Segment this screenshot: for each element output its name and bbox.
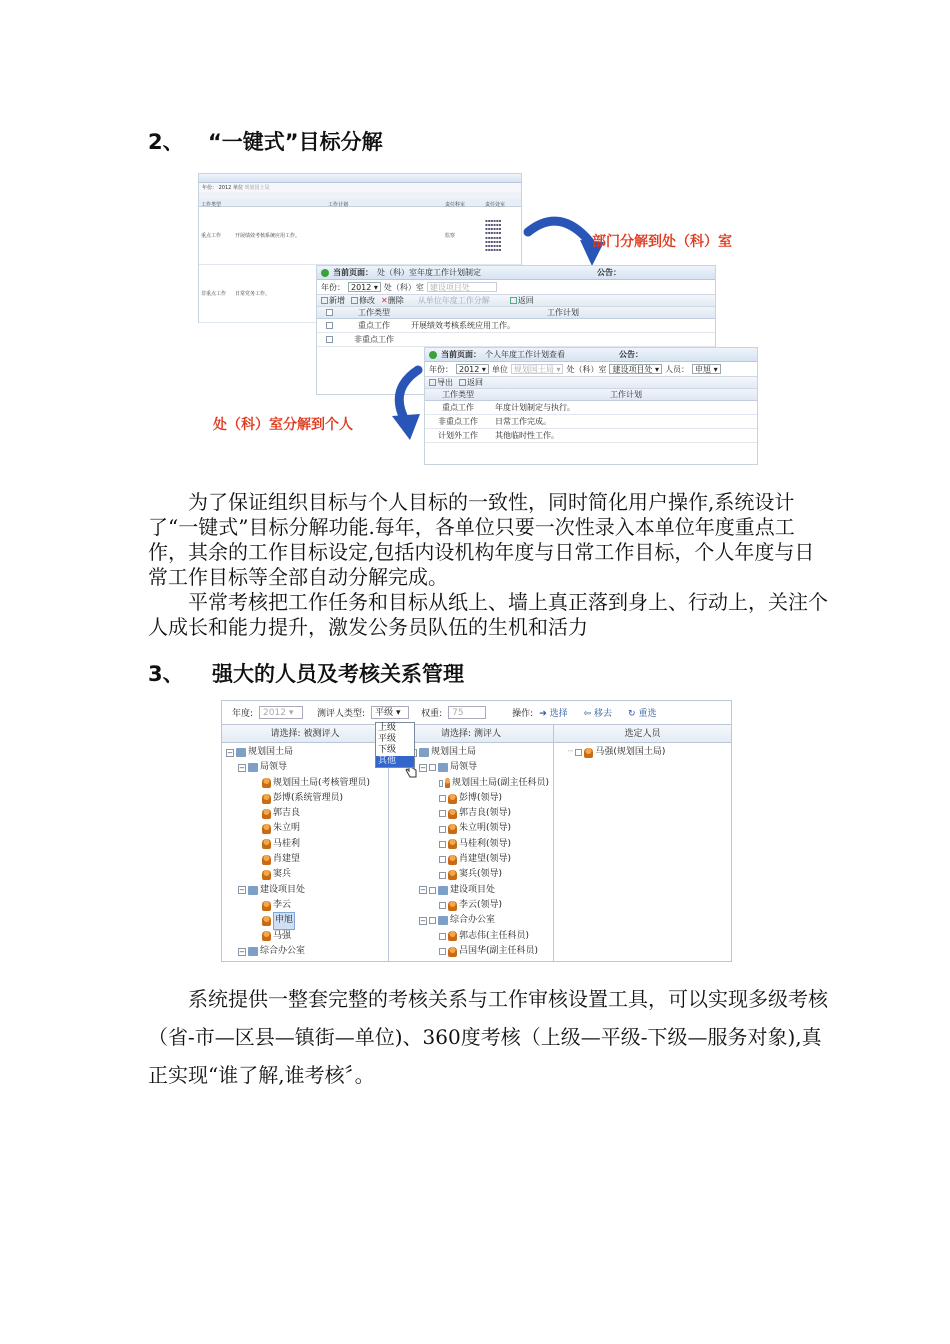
delete-label: 删除	[387, 296, 404, 305]
table-row	[317, 319, 715, 333]
node-label: 综合办公室	[450, 915, 496, 926]
year-label: 年度:	[232, 709, 254, 719]
year-select[interactable]: 2012 ▾	[348, 282, 381, 292]
filter-bar	[199, 183, 521, 192]
section-title: 强大的人员及考核关系管理	[212, 662, 464, 686]
cell-plan: 开展绩效考核系统应用工作。	[235, 233, 301, 239]
node-label: 朱立明	[273, 823, 301, 834]
tree-node-person[interactable]	[226, 837, 384, 852]
node-label: 彭博(领导)	[459, 792, 503, 803]
unit-label: 单位	[491, 364, 508, 374]
node-label: 马强	[273, 930, 292, 941]
unit-label: 单位	[232, 185, 243, 191]
person-checkbox[interactable]	[439, 902, 446, 909]
group-icon	[438, 916, 448, 925]
body-paragraph-1	[148, 490, 828, 640]
edit-label: 修改	[359, 296, 375, 305]
table-header	[199, 199, 521, 207]
tree-node-person[interactable]	[226, 929, 384, 944]
tree-node-root[interactable]	[226, 745, 384, 760]
cell-plan: 日常党务工作。	[235, 291, 271, 297]
tree-node-person[interactable]	[393, 837, 549, 852]
unit-value: 规划国土局	[513, 365, 554, 374]
tree-node-person[interactable]	[393, 821, 549, 836]
tree-node-root[interactable]	[393, 745, 549, 760]
tree-node-group[interactable]	[226, 944, 384, 959]
person-icon	[448, 824, 457, 834]
weight-input[interactable]	[448, 706, 486, 719]
current-page-title: 个人年度工作计划查看	[485, 350, 565, 359]
person-icon	[448, 931, 457, 941]
node-label: 窦兵(领导)	[459, 869, 503, 880]
tree-node-group[interactable]	[226, 760, 384, 775]
paragraph-text: 为了保证组织目标与个人目标的一致性，同时简化用户操作,系统设计了“一键式”目标分解功能.每年，各单位只要一次性录入本单位年度重点工作，其余的工作目标设定,包括内设机构年度与日常工作目标，个人年度与日常工作目标等全部自动分解完成。	[148, 490, 815, 589]
person-icon	[262, 778, 271, 788]
relation-toolbar	[222, 701, 731, 724]
cell-type: 计划外工作	[438, 431, 478, 440]
cell-type: 非重点工作	[438, 417, 478, 426]
year-value: 2012	[459, 365, 480, 374]
table-header	[425, 389, 757, 401]
node-label: 规划国土局(考核管理员)	[273, 777, 371, 788]
section-number: 3、	[148, 662, 184, 686]
node-label: 窦兵	[273, 869, 292, 880]
cell-dept: 监察	[445, 233, 456, 239]
person-icon	[262, 794, 271, 804]
section-number: 2、	[148, 130, 184, 154]
person-icon	[448, 809, 457, 819]
tree-node-person[interactable]	[393, 898, 549, 913]
tree-line-icon: ┈	[568, 747, 574, 757]
filter-bar	[425, 362, 757, 376]
group-checkbox[interactable]	[429, 764, 436, 771]
current-page-title: 处（科）室年度工作计划制定	[377, 268, 481, 277]
toolbar	[425, 376, 757, 389]
delete-icon: ✕	[381, 296, 388, 305]
node-label: 规划国土局(副主任科员)	[451, 777, 549, 788]
group-icon	[248, 763, 258, 772]
personal-plan-screenshot	[424, 347, 758, 465]
tree-node-person[interactable]	[393, 852, 549, 867]
collapse-icon[interactable]: −	[239, 947, 245, 956]
row-check-cell	[317, 319, 341, 332]
collapse-icon[interactable]: −	[420, 763, 426, 772]
toolbar	[199, 192, 521, 199]
decompose-button[interactable]: 从单位年度工作分解	[417, 296, 490, 305]
evaluator-type-select[interactable]: 平级 ▾	[371, 706, 409, 719]
back-button[interactable]	[459, 377, 483, 388]
tree-node-person[interactable]	[226, 806, 384, 821]
tree-node-person[interactable]	[393, 806, 549, 821]
delete-button[interactable]	[381, 295, 404, 306]
person-checkbox[interactable]	[439, 933, 446, 940]
remove-button[interactable]: ⇦ 移去	[583, 709, 613, 719]
node-label: 吕国华(副主任科员)	[459, 945, 539, 956]
node-label: 朱立明(领导)	[459, 823, 512, 834]
tree-node-person[interactable]	[226, 898, 384, 913]
node-label: 综合办公室	[260, 945, 306, 956]
table-row	[317, 333, 715, 347]
group-icon	[248, 886, 258, 895]
notice-label: 公告：	[619, 350, 643, 359]
group-icon	[438, 763, 448, 772]
export-label: 导出	[437, 378, 453, 387]
weight-label: 权重:	[421, 709, 443, 719]
column-header: 工作类型	[201, 202, 222, 208]
tree-node-person[interactable]	[226, 776, 384, 791]
person-checkbox[interactable]	[439, 810, 446, 817]
cell-plan	[407, 333, 715, 346]
tree-node-group[interactable]	[393, 913, 549, 928]
page-icon	[321, 269, 329, 277]
cell-type: 重点工作	[201, 233, 222, 239]
page-icon	[429, 351, 437, 359]
year-value: 2012	[351, 283, 372, 292]
column-header-type: 工作类型	[442, 390, 474, 399]
selected-list	[554, 743, 731, 762]
person-checkbox[interactable]	[439, 856, 446, 863]
tree-node-person-selected[interactable]	[226, 913, 384, 928]
callout-dept-to-section: 部门分解到处（科）室	[592, 234, 732, 250]
node-label: 规划国土局	[431, 747, 477, 757]
person-icon	[262, 809, 271, 819]
select-button[interactable]: ➔ 选择	[539, 709, 568, 719]
table-row	[425, 401, 757, 415]
selected-checkbox[interactable]	[575, 749, 582, 756]
column-header: 责任科室	[445, 202, 466, 208]
year-select[interactable]: 2012 ▾	[456, 364, 489, 374]
node-label: 马桂利(领导)	[459, 838, 512, 849]
person-icon	[448, 855, 457, 865]
reselect-label: 重选	[638, 709, 657, 719]
node-label: 李云	[273, 899, 292, 910]
person-icon	[448, 947, 457, 957]
person-icon	[448, 839, 457, 849]
cell-type: 重点工作	[358, 321, 390, 330]
person-icon	[262, 839, 271, 849]
current-page-label: 当前页面：	[441, 350, 481, 359]
edit-button[interactable]	[351, 295, 375, 306]
year-label: 年份：	[429, 364, 453, 374]
node-label: 规划国土局	[248, 747, 294, 757]
year-value: 2012	[263, 708, 286, 718]
back-icon	[459, 379, 466, 386]
unit-select[interactable]: 规划国土局 ▾	[511, 364, 564, 374]
section-title: “一键式”目标分解	[208, 130, 383, 154]
three-column-panel	[222, 724, 731, 961]
tree-node-person[interactable]	[393, 791, 549, 806]
row-checkbox[interactable]	[326, 322, 333, 329]
person-checkbox[interactable]	[439, 872, 446, 879]
edit-icon	[351, 297, 358, 304]
tree-node-person[interactable]	[393, 929, 549, 944]
person-label: 人员：	[665, 364, 690, 374]
select-all-cell	[317, 307, 341, 318]
evaluator-type-value: 平级	[375, 708, 394, 718]
node-label: 申旭	[273, 912, 295, 929]
column-header-plan: 工作计划	[610, 390, 642, 399]
dropdown-option-selected[interactable]: 其他	[376, 756, 414, 767]
toolbar	[317, 294, 715, 307]
node-label: 李云(领导)	[459, 899, 503, 910]
group-icon	[248, 947, 258, 956]
node-label: 建设项目处	[450, 884, 496, 895]
person-icon	[262, 855, 271, 865]
column-header-evaluatee: 请选择: 被测评人	[222, 724, 388, 743]
node-label: 建设项目处	[260, 884, 306, 895]
node-label: 马强(规划国土局)	[595, 747, 666, 757]
person-icon	[448, 870, 457, 880]
add-label: 新增	[329, 296, 345, 305]
callout-section-to-person: 处（科）室分解到个人	[213, 417, 353, 433]
dept-select[interactable]	[427, 282, 497, 292]
dept-list: ▪▪▪▪▪▪ ▪▪▪▪▪▪ ▪▪▪▪▪▪ ▪▪▪▪▪▪ ▪▪▪▪▪▪ ▪▪▪▪▪▪ ▪▪▪▪▪▪ ▪▪▪▪▪▪	[485, 217, 502, 253]
tree-node-group[interactable]	[393, 883, 549, 898]
tree-node-person[interactable]	[393, 867, 549, 882]
tree-node-group[interactable]	[226, 883, 384, 898]
cell-plan: 开展绩效考核系统应用工作。	[411, 321, 515, 330]
table-row	[425, 429, 757, 443]
dropdown-option[interactable]: 下级	[378, 745, 397, 755]
person-checkbox[interactable]	[439, 826, 446, 833]
evaluatee-tree	[222, 743, 388, 961]
tree-node-person[interactable]	[226, 852, 384, 867]
collapse-icon[interactable]: −	[420, 886, 426, 895]
collapse-icon[interactable]: −	[420, 916, 426, 925]
evaluator-type-label: 测评人类型:	[317, 709, 366, 719]
evaluator-type-dropdown[interactable]	[375, 722, 415, 768]
row-checkbox[interactable]	[326, 336, 333, 343]
reselect-button[interactable]: ↻ 重选	[628, 709, 657, 719]
year-label: 年份：	[202, 185, 218, 191]
column-header: 责任处室	[485, 202, 506, 208]
dropdown-option[interactable]: 上级	[378, 723, 397, 733]
add-icon	[321, 297, 328, 304]
back-label: 返回	[467, 378, 483, 387]
select-all-checkbox[interactable]	[326, 309, 333, 316]
table-header	[317, 307, 715, 319]
selected-column	[554, 724, 731, 961]
dept-label: 处（科）室	[566, 364, 607, 374]
year-value: 2012	[218, 185, 232, 191]
node-label: 肖建望	[273, 854, 301, 865]
tree-node-person[interactable]	[393, 944, 549, 959]
page-title-bar	[425, 348, 757, 362]
person-icon	[262, 931, 271, 941]
unit-value: 规划国土局	[244, 185, 270, 191]
person-checkbox[interactable]	[439, 948, 446, 955]
screenshot-titlebar	[199, 174, 521, 183]
select-label: 选择	[549, 709, 568, 719]
row-check-cell	[317, 333, 341, 346]
remove-label: 移去	[594, 709, 613, 719]
person-icon	[262, 824, 271, 834]
group-checkbox[interactable]	[429, 887, 436, 894]
node-label: 局领导	[260, 762, 288, 773]
person-checkbox[interactable]	[439, 780, 443, 787]
person-value: 申旭	[695, 365, 712, 374]
cell-type: 非重点工作	[201, 291, 227, 297]
notice-label: 公告：	[597, 268, 621, 277]
cell-type: 非重点工作	[354, 335, 394, 344]
node-label: 肖建望(领导)	[459, 854, 512, 865]
node-label: 马桂利	[273, 838, 301, 849]
evaluatee-column	[222, 724, 389, 961]
operation-label: 操作:	[512, 709, 534, 719]
section-3-heading	[148, 658, 548, 686]
cell-plan: 年度计划制定与执行。	[495, 403, 575, 412]
node-label: 彭博(系统管理员)	[273, 792, 344, 803]
body-paragraph-2	[148, 980, 828, 1094]
person-icon	[262, 870, 271, 880]
tree-node-person[interactable]	[226, 791, 384, 806]
node-label: 郭吉良(领导)	[459, 808, 512, 819]
year-select[interactable]: 2012 ▾	[259, 706, 303, 719]
section-2-heading	[148, 126, 548, 154]
year-label: 年份：	[321, 282, 345, 292]
dept-value: 建设项目处	[429, 283, 470, 292]
person-icon	[584, 748, 593, 758]
org-icon	[236, 748, 246, 757]
paragraph-text: 平常考核把工作任务和目标从纸上、墙上真正落到身上、行动上，关注个人成长和能力提升，激发公务员队伍的生机和活力	[148, 590, 828, 639]
column-header-selected: 选定人员	[554, 724, 731, 743]
dropdown-option[interactable]: 平级	[378, 734, 397, 744]
tree-node-person[interactable]	[226, 867, 384, 882]
node-label: 局领导	[450, 762, 478, 773]
current-page-label: 当前页面：	[333, 268, 373, 277]
node-label: 郭吉良	[273, 808, 301, 819]
relation-management-screenshot	[221, 700, 732, 962]
person-icon	[445, 778, 449, 788]
weight-value: 75	[452, 708, 464, 718]
org-icon	[419, 748, 429, 757]
page-title-bar	[317, 266, 715, 280]
collapse-icon[interactable]: −	[239, 886, 245, 895]
filter-bar	[317, 280, 715, 294]
paragraph-text: 系统提供一整套完整的考核关系与工作审核设置工具，可以实现多级考核（省-市—区县—镇街—单位)、360度考核（上级—平级-下级—服务对象),真正实现“谁了解,谁考核〞。	[148, 987, 828, 1087]
person-select[interactable]: 申旭 ▾	[692, 364, 721, 374]
tree-node-person[interactable]	[226, 821, 384, 836]
cell-type: 重点工作	[442, 403, 474, 412]
column-header-type: 工作类型	[358, 308, 390, 317]
table-row	[199, 207, 521, 265]
column-header-evaluator: 请选择: 测评人	[389, 724, 553, 743]
person-checkbox[interactable]	[439, 795, 446, 802]
person-icon	[448, 901, 457, 911]
back-button[interactable]	[510, 295, 534, 306]
person-checkbox[interactable]	[439, 841, 446, 848]
curved-arrow-icon	[384, 364, 444, 444]
cell-plan: 日常工作完成。	[495, 417, 551, 426]
add-button[interactable]	[321, 295, 345, 306]
column-header: 工作计划	[327, 202, 348, 208]
dept-select[interactable]: 建设项目处 ▾	[609, 364, 662, 374]
collapse-icon[interactable]: −	[227, 748, 233, 757]
selected-item[interactable]	[558, 745, 727, 760]
cell-plan: 其他临时性工作。	[495, 431, 559, 440]
dept-label: 处（科）室	[383, 282, 424, 292]
group-icon	[438, 886, 448, 895]
table-row	[425, 415, 757, 429]
person-icon	[448, 794, 457, 804]
back-label: 返回	[517, 296, 534, 305]
dept-value: 建设项目处	[612, 365, 653, 374]
column-header-plan: 工作计划	[547, 308, 579, 317]
person-icon	[262, 916, 271, 926]
node-label: 郭志伟(主任科员)	[459, 930, 530, 941]
person-icon	[262, 901, 271, 911]
back-icon	[510, 297, 517, 304]
collapse-icon[interactable]: −	[239, 763, 245, 772]
group-checkbox[interactable]	[429, 917, 436, 924]
